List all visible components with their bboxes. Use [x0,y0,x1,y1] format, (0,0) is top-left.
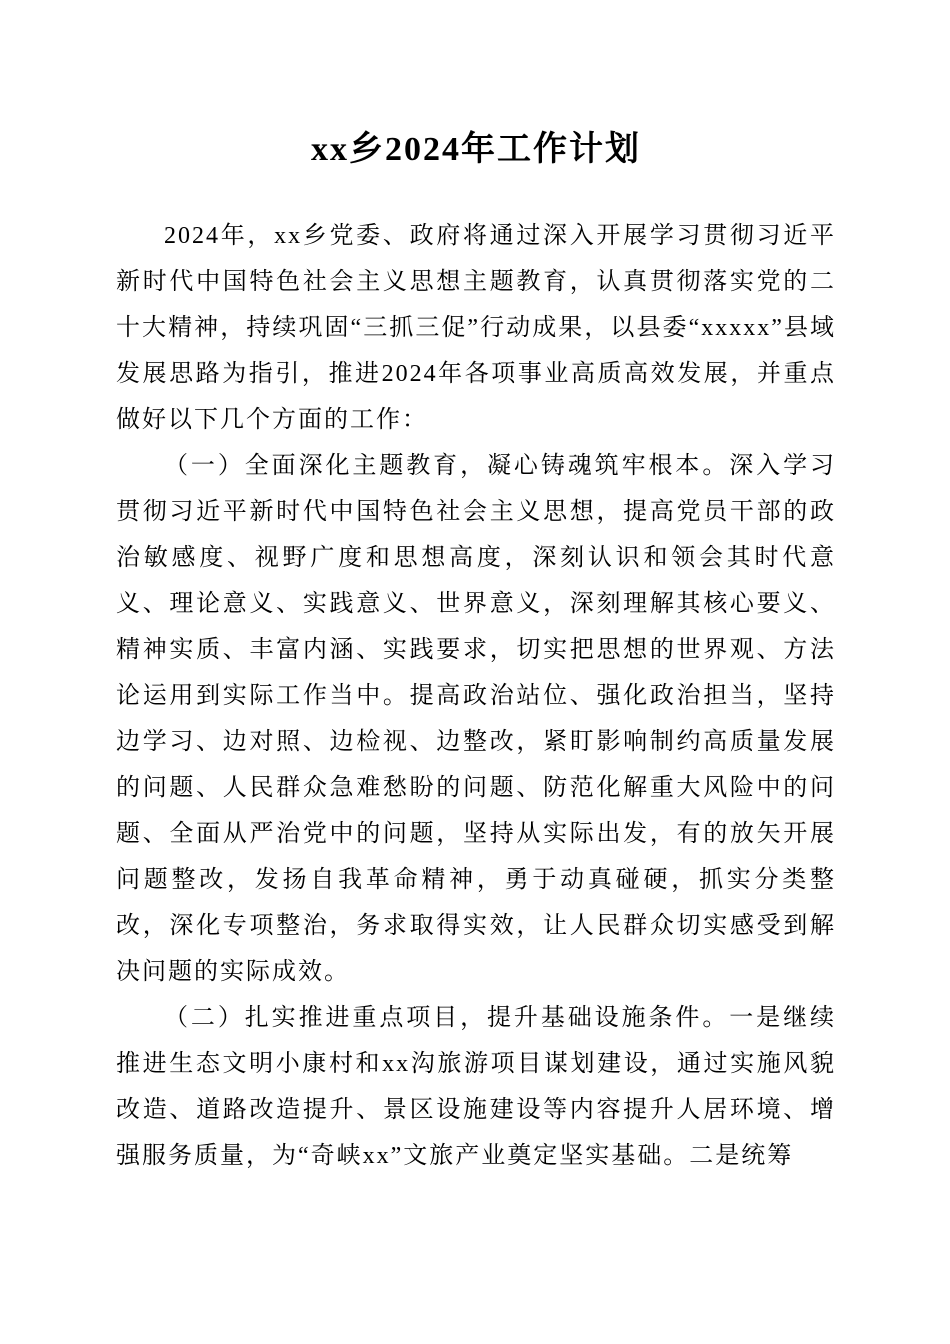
paragraph-section-two: （二）扎实推进重点项目，提升基础设施条件。一是继续推进生态文明小康村和xx沟旅游项目谋划建设，通过实施风貌改造、道路改造提升、景区设施建设等内容提升人居环境、增强服务质量，为“奇峡xx”文旅产业奠定坚实基础。二是统筹 [116,1004,836,1169]
document-body [116,213,836,1179]
document-title: xx乡2024年工作计划 [311,131,641,168]
paragraph-intro: 2024年，xx乡党委、政府将通过深入开展学习贯彻习近平新时代中国特色社会主义思想主题教育，认真贯彻落实党的二十大精神，持续巩固“三抓三促”行动成果，以县委“xxxxx”县域发展思路为指引，推进2024年各项事业高质高效发展，并重点做好以下几个方面的工作： [116,222,836,433]
paragraph-section-one: （一）全面深化主题教育，凝心铸魂筑牢根本。深入学习贯彻习近平新时代中国特色社会主义思想，提高党员干部的政治敏感度、视野广度和思想高度，深刻认识和领会其时代意义、理论意义、实践意义、世界意义，深刻理解其核心要义、精神实质、丰富内涵、实践要求，切实把思想的世界观、方法论运用到实际工作当中。提高政治站位、强化政治担当，坚持边学习、边对照、边检视、边整改，紧盯影响制约高质量发展的问题、人民群众急难愁盼的问题、防范化解重大风险中的问题、全面从严治党中的问题，坚持从实际出发，有的放矢开展问题整改，发扬自我革命精神，勇于动真碰硬，抓实分类整改，深化专项整治，务求取得实效，让人民群众切实感受到解决问题的实际成效。 [116,452,836,985]
